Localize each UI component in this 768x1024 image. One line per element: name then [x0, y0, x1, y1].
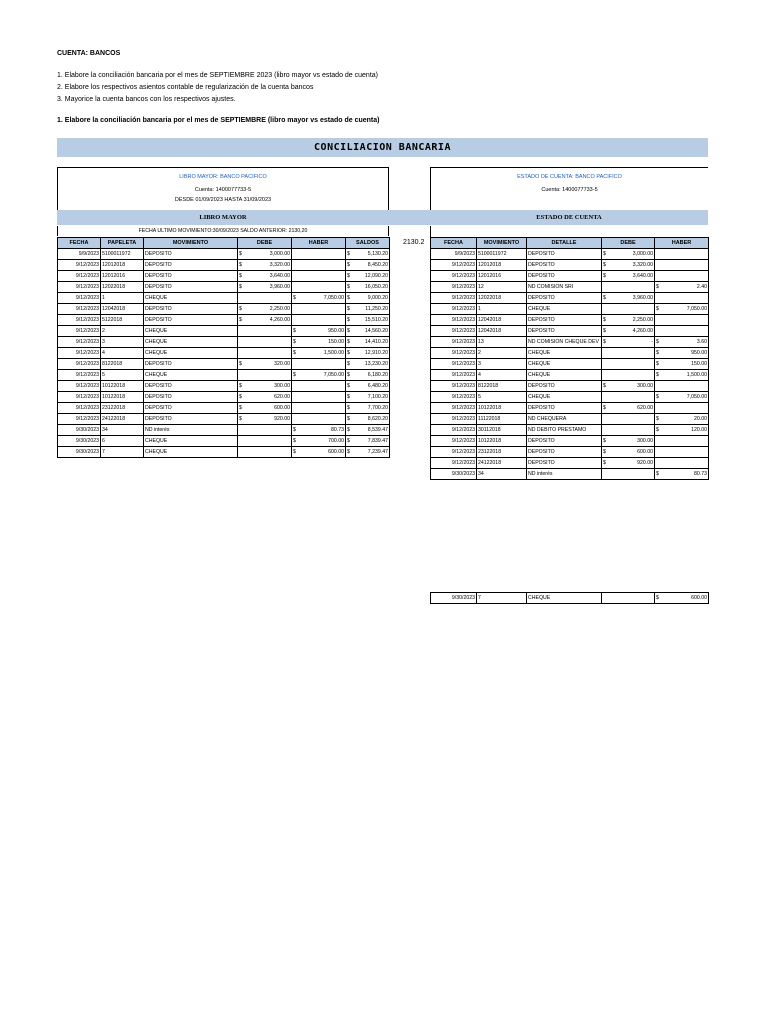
empty-cell	[292, 315, 346, 326]
detail-cell: ND CHEQUERA	[527, 414, 602, 425]
libro-col-haber: HABER	[292, 238, 346, 249]
money-cell: $ 1,500.00	[292, 348, 346, 359]
instruction-2: 2. Elabore los respectivos asientos contable de regularización de la cuenta bancos	[57, 84, 314, 91]
money-cell: $ 2.40	[655, 282, 709, 293]
movement-cell: ND interés	[144, 425, 238, 436]
movement-cell: 12	[477, 282, 527, 293]
movement-cell: CHEQUE	[144, 348, 238, 359]
money-cell: $ 16,050.20	[346, 282, 390, 293]
estado-col-haber: HABER	[655, 238, 709, 249]
estado-col-movimiento: MOVIMIENTO	[477, 238, 527, 249]
movement-cell: 12012018	[477, 260, 527, 271]
movement-cell: DEPOSITO	[144, 392, 238, 403]
empty-cell	[292, 403, 346, 414]
date-cell: 9/12/2023	[431, 425, 477, 436]
date-cell: 9/12/2023	[431, 282, 477, 293]
table-row	[58, 315, 390, 326]
estado-section-title: ESTADO DE CUENTA	[430, 210, 708, 225]
money-cell: $ 2,250.00	[602, 315, 655, 326]
reference-cell: 3	[101, 337, 144, 348]
date-cell: 9/12/2023	[58, 337, 101, 348]
movement-cell: CHEQUE	[144, 293, 238, 304]
libro-period: DESDE 01/09/2023 HASTA 31/09/2023	[174, 197, 272, 203]
money-cell: $ 150.00	[292, 337, 346, 348]
date-cell: 9/30/2023	[58, 436, 101, 447]
reference-cell: 24122018	[101, 414, 144, 425]
table-row	[431, 249, 709, 260]
money-cell: $ 2,250.00	[238, 304, 292, 315]
libro-account: Cuenta: 1400077733-5	[194, 187, 252, 193]
detail-cell: DEPOSITO	[527, 403, 602, 414]
table-row	[58, 425, 390, 436]
movement-cell: 8122018	[477, 381, 527, 392]
date-cell: 9/12/2023	[431, 392, 477, 403]
table-row	[431, 370, 709, 381]
table-row	[431, 392, 709, 403]
table-row	[58, 337, 390, 348]
date-cell: 9/12/2023	[58, 260, 101, 271]
money-cell: $ 8,450.20	[346, 260, 390, 271]
table-row	[58, 392, 390, 403]
estado-col-fecha: FECHA	[431, 238, 477, 249]
libro-heading: LIBRO MAYOR: BANCO PACIFICO	[179, 174, 267, 180]
detail-cell: DEPOSITO	[527, 271, 602, 282]
date-cell: 9/12/2023	[58, 271, 101, 282]
empty-cell	[655, 249, 709, 260]
estado-col-debe: DEBE	[602, 238, 655, 249]
money-cell: $ 15,510.20	[346, 315, 390, 326]
reference-cell: 12042018	[101, 304, 144, 315]
reference-cell: 7	[101, 447, 144, 458]
movement-cell: 24122018	[477, 458, 527, 469]
reference-cell: 10122018	[101, 392, 144, 403]
date-cell: 9/12/2023	[58, 370, 101, 381]
empty-cell	[655, 293, 709, 304]
conciliation-banner: CONCILIACION BANCARIA	[57, 138, 708, 157]
reference-cell: 2	[101, 326, 144, 337]
table-row	[431, 304, 709, 315]
movement-cell: DEPOSITO	[144, 381, 238, 392]
money-cell: $ 950.00	[292, 326, 346, 337]
detail-cell: ND COMISION CHEQUE DEV	[527, 337, 602, 348]
money-cell: $ 4,260.00	[238, 315, 292, 326]
movement-cell: 30112018	[477, 425, 527, 436]
empty-cell	[655, 326, 709, 337]
reference-cell: 5100011972	[101, 249, 144, 260]
empty-cell	[602, 370, 655, 381]
movement-cell: 2	[477, 348, 527, 359]
date-cell: 9/12/2023	[431, 436, 477, 447]
reference-cell: 12012018	[101, 260, 144, 271]
movement-cell: 4	[477, 370, 527, 381]
money-cell: $ 600.00	[602, 447, 655, 458]
date-cell: 9/12/2023	[431, 337, 477, 348]
table-row	[431, 414, 709, 425]
date-cell: 9/12/2023	[431, 315, 477, 326]
libro-col-movimiento: MOVIMIENTO	[144, 238, 238, 249]
table-row	[431, 447, 709, 458]
table-row	[58, 249, 390, 260]
movement-cell: 10122018	[477, 436, 527, 447]
table-row	[431, 348, 709, 359]
date-cell: 9/12/2023	[431, 370, 477, 381]
empty-cell	[238, 326, 292, 337]
money-cell: $ 4,260.00	[602, 326, 655, 337]
money-cell: $ 9,000.20	[346, 293, 390, 304]
date-cell: 9/12/2023	[431, 293, 477, 304]
money-cell: $ 6,480.20	[346, 381, 390, 392]
reference-cell: 12012016	[101, 271, 144, 282]
table-row	[431, 593, 709, 604]
table-row	[58, 436, 390, 447]
table-row	[431, 458, 709, 469]
table-row	[431, 403, 709, 414]
empty-cell	[655, 403, 709, 414]
detail-cell: DEPOSITO	[527, 458, 602, 469]
date-cell: 9/12/2023	[58, 304, 101, 315]
reference-cell: 8122018	[101, 359, 144, 370]
detail-cell: CHEQUE	[527, 348, 602, 359]
reference-cell: 34	[101, 425, 144, 436]
money-cell: $ 14,560.20	[346, 326, 390, 337]
movement-cell: 12042018	[477, 326, 527, 337]
date-cell: 9/12/2023	[431, 403, 477, 414]
empty-cell	[292, 304, 346, 315]
detail-cell: DEPOSITO	[527, 249, 602, 260]
date-cell: 9/30/2023	[431, 593, 477, 604]
detail-cell: DEPOSITO	[527, 326, 602, 337]
money-cell: $ 920.00	[238, 414, 292, 425]
estado-header-panel	[430, 167, 708, 211]
date-cell: 9/12/2023	[431, 304, 477, 315]
section-gap-fill	[389, 210, 430, 225]
empty-cell	[292, 414, 346, 425]
money-cell: $ 3,960.00	[238, 282, 292, 293]
detail-cell: DEPOSITO	[527, 293, 602, 304]
reference-cell: 12022018	[101, 282, 144, 293]
empty-cell	[238, 447, 292, 458]
detail-cell: ND interés	[527, 469, 602, 480]
detail-cell: DEPOSITO	[527, 447, 602, 458]
date-cell: 9/9/2023	[58, 249, 101, 260]
money-cell: $ 7,100.20	[346, 392, 390, 403]
money-cell: $ 7,050.00	[655, 304, 709, 315]
table-row	[58, 414, 390, 425]
movement-cell: CHEQUE	[144, 337, 238, 348]
movement-cell: DEPOSITO	[144, 304, 238, 315]
table-row	[58, 348, 390, 359]
money-cell: $ 3,320.00	[238, 260, 292, 271]
movement-cell: DEPOSITO	[144, 403, 238, 414]
money-cell: $ 920.00	[602, 458, 655, 469]
empty-cell	[238, 293, 292, 304]
money-cell: $ 3,320.00	[602, 260, 655, 271]
date-cell: 9/12/2023	[431, 458, 477, 469]
detail-cell: CHEQUE	[527, 304, 602, 315]
detail-cell: CHEQUE	[527, 593, 602, 604]
money-cell: $ 120.00	[655, 425, 709, 436]
empty-cell	[602, 359, 655, 370]
money-cell: $ 12,910.20	[346, 348, 390, 359]
detail-cell: CHEQUE	[527, 359, 602, 370]
movement-cell: CHEQUE	[144, 436, 238, 447]
money-cell: $ 950.00	[655, 348, 709, 359]
empty-cell	[602, 414, 655, 425]
movement-cell: CHEQUE	[144, 326, 238, 337]
money-cell: $ 7,839.47	[346, 436, 390, 447]
table-row	[431, 260, 709, 271]
reference-cell: 5	[101, 370, 144, 381]
estado-spacer	[430, 226, 708, 237]
table-row	[58, 282, 390, 293]
empty-cell	[292, 249, 346, 260]
empty-cell	[292, 260, 346, 271]
movement-cell: DEPOSITO	[144, 282, 238, 293]
detail-cell: CHEQUE	[527, 370, 602, 381]
movement-cell: 23122018	[477, 447, 527, 458]
detail-cell: CHEQUE	[527, 392, 602, 403]
empty-cell	[292, 392, 346, 403]
movement-cell: 12012016	[477, 271, 527, 282]
libro-section-title: LIBRO MAYOR	[57, 210, 389, 225]
table-row	[431, 282, 709, 293]
table-row	[431, 293, 709, 304]
movement-cell: DEPOSITO	[144, 260, 238, 271]
money-cell: $ 80.73	[655, 469, 709, 480]
money-cell: $ 80.73	[292, 425, 346, 436]
money-cell: $ 12,090.20	[346, 271, 390, 282]
table-row	[431, 436, 709, 447]
table-row	[58, 370, 390, 381]
money-cell: $ 3.60	[655, 337, 709, 348]
date-cell: 9/12/2023	[58, 315, 101, 326]
money-cell: $ 11,250.20	[346, 304, 390, 315]
movement-cell: 7	[477, 593, 527, 604]
money-cell: $ 7,700.20	[346, 403, 390, 414]
money-cell: $ 7,050.00	[292, 293, 346, 304]
money-cell: $ 3,640.00	[238, 271, 292, 282]
reference-cell: 1	[101, 293, 144, 304]
date-cell: 9/12/2023	[431, 359, 477, 370]
money-cell: $ 300.00	[602, 381, 655, 392]
date-cell: 9/30/2023	[58, 425, 101, 436]
movement-cell: 5100011972	[477, 249, 527, 260]
side-number: 2130.2	[403, 239, 425, 246]
money-cell: $ 300.00	[602, 436, 655, 447]
money-cell: $ 6,180.20	[346, 370, 390, 381]
table-row	[431, 315, 709, 326]
detail-cell: ND COMISION SRI	[527, 282, 602, 293]
money-cell: $ 600.00	[655, 593, 709, 604]
task-heading: 1. Elabore la conciliación bancaria por el mes de SEPTIEMBRE (libro mayor vs estado de cuenta)	[57, 117, 380, 124]
movement-cell: 3	[477, 359, 527, 370]
empty-cell	[292, 271, 346, 282]
date-cell: 9/12/2023	[431, 414, 477, 425]
empty-cell	[655, 436, 709, 447]
detail-cell: ND DEBITO PRESTAMO	[527, 425, 602, 436]
money-cell: $ 7,050.00	[292, 370, 346, 381]
empty-cell	[238, 337, 292, 348]
date-cell: 9/12/2023	[431, 326, 477, 337]
table-row	[58, 293, 390, 304]
empty-cell	[655, 271, 709, 282]
empty-cell	[602, 282, 655, 293]
empty-cell	[602, 348, 655, 359]
table-row	[58, 403, 390, 414]
date-cell: 9/30/2023	[431, 469, 477, 480]
table-row	[58, 260, 390, 271]
empty-cell	[655, 315, 709, 326]
money-cell: $ 620.00	[602, 403, 655, 414]
empty-cell	[238, 348, 292, 359]
date-cell: 9/12/2023	[58, 392, 101, 403]
reference-cell: 10122018	[101, 381, 144, 392]
libro-mayor-table	[57, 237, 390, 458]
table-row	[431, 469, 709, 480]
date-cell: 9/12/2023	[58, 348, 101, 359]
money-cell: $ 1,500.00	[655, 370, 709, 381]
date-cell: 9/12/2023	[58, 293, 101, 304]
estado-col-detalle: DETALLE	[527, 238, 602, 249]
movement-cell: 11122018	[477, 414, 527, 425]
money-cell: $ 320.00	[238, 359, 292, 370]
instruction-1: 1. Elabore la conciliación bancaria por el mes de SEPTIEMBRE 2023 (libro mayor vs estado de cuenta)	[57, 72, 378, 79]
money-cell: $ 600.00	[292, 447, 346, 458]
money-cell: $ 20.00	[655, 414, 709, 425]
empty-cell	[238, 436, 292, 447]
money-cell: $ 7,239.47	[346, 447, 390, 458]
empty-cell	[602, 304, 655, 315]
movement-cell: DEPOSITO	[144, 315, 238, 326]
detail-cell: DEPOSITO	[527, 381, 602, 392]
table-row	[431, 359, 709, 370]
reference-cell: 6	[101, 436, 144, 447]
date-cell: 9/30/2023	[58, 447, 101, 458]
movement-cell: 5	[477, 392, 527, 403]
detail-cell: DEPOSITO	[527, 436, 602, 447]
movement-cell: DEPOSITO	[144, 414, 238, 425]
date-cell: 9/12/2023	[431, 271, 477, 282]
empty-cell	[655, 447, 709, 458]
money-cell: $ 300.00	[238, 381, 292, 392]
libro-note: FECHA ULTIMO MOVIMIENTO:30/09/2023 SALDO ANTERIOR: 2130,20	[57, 226, 389, 236]
empty-cell	[655, 381, 709, 392]
empty-cell	[292, 359, 346, 370]
empty-cell	[602, 469, 655, 480]
date-cell: 9/12/2023	[431, 260, 477, 271]
empty-cell	[655, 260, 709, 271]
date-cell: 9/12/2023	[58, 403, 101, 414]
table-row	[58, 381, 390, 392]
money-cell: $ 13,230.20	[346, 359, 390, 370]
date-cell: 9/12/2023	[431, 381, 477, 392]
table-row	[58, 359, 390, 370]
libro-col-fecha: FECHA	[58, 238, 101, 249]
money-cell: $ 3,960.00	[602, 293, 655, 304]
table-row	[431, 425, 709, 436]
table-row	[431, 326, 709, 337]
movement-cell: CHEQUE	[144, 370, 238, 381]
money-cell: $ 8,539.47	[346, 425, 390, 436]
reference-cell: 4	[101, 348, 144, 359]
money-cell: $ 8,620.20	[346, 414, 390, 425]
money-cell: $ 7,050.00	[655, 392, 709, 403]
empty-cell	[602, 593, 655, 604]
table-row	[58, 326, 390, 337]
movement-cell: DEPOSITO	[144, 271, 238, 282]
account-title: CUENTA: BANCOS	[57, 50, 121, 57]
estado-heading: ESTADO DE CUENTA: BANCO PACIFICO	[517, 174, 622, 180]
table-row	[431, 271, 709, 282]
empty-cell	[238, 370, 292, 381]
money-cell: $ 600.00	[238, 403, 292, 414]
movement-cell: 12042018	[477, 315, 527, 326]
money-cell: $ 3,640.00	[602, 271, 655, 282]
date-cell: 9/12/2023	[58, 326, 101, 337]
money-cell: $ 3,000.00	[602, 249, 655, 260]
movement-cell: 10122018	[477, 403, 527, 414]
date-cell: 9/12/2023	[58, 414, 101, 425]
money-cell: $ 14,410.20	[346, 337, 390, 348]
money-cell: $ 620.00	[238, 392, 292, 403]
empty-cell	[655, 458, 709, 469]
libro-col-saldos: SALDOS	[346, 238, 390, 249]
table-row	[431, 337, 709, 348]
libro-col-papeleta: PAPELETA	[101, 238, 144, 249]
table-row	[58, 271, 390, 282]
movement-cell: CHEQUE	[144, 447, 238, 458]
estado-extra-table	[430, 592, 709, 604]
reference-cell: 5122018	[101, 315, 144, 326]
money-cell: $ -	[602, 337, 655, 348]
empty-cell	[292, 282, 346, 293]
libro-header-panel	[57, 167, 389, 211]
detail-cell: DEPOSITO	[527, 260, 602, 271]
libro-col-debe: DEBE	[238, 238, 292, 249]
money-cell: $ 150.00	[655, 359, 709, 370]
empty-cell	[292, 381, 346, 392]
estado-cuenta-table	[430, 237, 709, 480]
movement-cell: 13	[477, 337, 527, 348]
movement-cell: 34	[477, 469, 527, 480]
date-cell: 9/12/2023	[58, 282, 101, 293]
reference-cell: 23122018	[101, 403, 144, 414]
movement-cell: 12022018	[477, 293, 527, 304]
date-cell: 9/12/2023	[58, 381, 101, 392]
empty-cell	[238, 425, 292, 436]
money-cell: $ 5,130.20	[346, 249, 390, 260]
instruction-3: 3. Mayorice la cuenta bancos con los respectivos ajustes.	[57, 96, 236, 103]
movement-cell: 1	[477, 304, 527, 315]
detail-cell: DEPOSITO	[527, 315, 602, 326]
movement-cell: DEPOSITO	[144, 359, 238, 370]
money-cell: $ 700.00	[292, 436, 346, 447]
date-cell: 9/12/2023	[58, 359, 101, 370]
movement-cell: DEPOSITO	[144, 249, 238, 260]
empty-cell	[602, 425, 655, 436]
table-row	[58, 447, 390, 458]
empty-cell	[602, 392, 655, 403]
date-cell: 9/12/2023	[431, 447, 477, 458]
estado-account: Cuenta: 1400077733-5	[541, 187, 598, 193]
table-row	[58, 304, 390, 315]
money-cell: $ 3,000.00	[238, 249, 292, 260]
date-cell: 9/12/2023	[431, 348, 477, 359]
date-cell: 9/9/2023	[431, 249, 477, 260]
table-row	[431, 381, 709, 392]
